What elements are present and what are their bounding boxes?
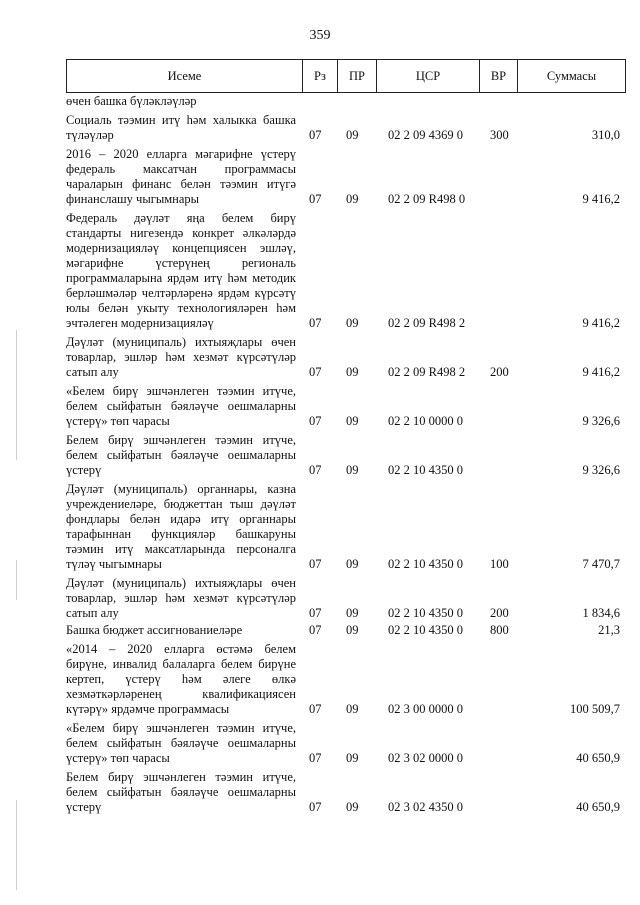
row-rz: 07: [309, 751, 322, 765]
row-csr: 02 2 10 4350 0: [388, 623, 463, 637]
row-name: Дәүләт (муниципаль) органнары, казна учреждениеләре, бюджеттан тыш дәүләт фондлары белән идарә итү органнары тарафыннан функцияләр башкаруны тәэмин итү максатларында персоналга түләү чыгымнары: [66, 482, 296, 571]
table-row: [66, 211, 626, 331]
row-csr: 02 2 10 4350 0: [388, 557, 463, 571]
row-vr: 300: [490, 128, 509, 142]
row-name: Белем бирү эшчәнлеген тәэмин итүче, белем сыйфатын бәяләүче оешмаларны үстерү: [66, 770, 296, 814]
row-pr: 09: [346, 702, 359, 716]
scan-artifact: [16, 330, 17, 460]
row-sum: 1 834,6: [582, 606, 620, 620]
row-sum: 9 416,2: [582, 316, 620, 330]
row-pr: 09: [346, 316, 359, 330]
row-pr: 09: [346, 623, 359, 637]
row-sum: 40 650,9: [576, 800, 620, 814]
table-row: [66, 482, 626, 572]
row-rz: 07: [309, 623, 322, 637]
table-row: [66, 433, 626, 478]
row-vr: 200: [490, 606, 509, 620]
row-csr: 02 2 10 0000 0: [388, 414, 463, 428]
row-pr: 09: [346, 751, 359, 765]
row-rz: 07: [309, 800, 322, 814]
table-row: [66, 770, 626, 815]
scan-artifact: [16, 560, 17, 600]
row-rz: 07: [309, 702, 322, 716]
row-vr: 200: [490, 365, 509, 379]
row-vr: 100: [490, 557, 509, 571]
row-name: Федераль дәүләт яңа белем бирү стандарты нигезендә конкрет әлкәләрдә модернизацияләү концепциясен эшләү, мәгарифне үстерүнең региональ программаларына ярдәм итү һәм методик берләшмәләр челтәрләренә ярдәм күрсәтү юлы белән укыту технологияләрен һәм эчтәлеген модернизацияләү: [66, 211, 296, 330]
row-rz: 07: [309, 463, 322, 477]
row-csr: 02 3 02 4350 0: [388, 800, 463, 814]
row-rz: 07: [309, 192, 322, 206]
row-csr: 02 2 09 R498 2: [388, 316, 466, 330]
row-rz: 07: [309, 316, 322, 330]
row-name: өчен башка бүләкләүләр: [66, 94, 197, 108]
table-row: [66, 576, 626, 621]
table-row: [66, 94, 626, 109]
row-name: «Белем бирү эшчәнлеген тәэмин итүче, белем сыйфатын бәяләүче оешмаларны үстерү» төп чарасы: [66, 384, 296, 428]
row-csr: 02 2 09 R498 0: [388, 192, 466, 206]
row-sum: 9 326,6: [582, 463, 620, 477]
row-pr: 09: [346, 463, 359, 477]
table-row: [66, 721, 626, 766]
table-header: [66, 59, 626, 93]
row-rz: 07: [309, 128, 322, 142]
row-rz: 07: [309, 365, 322, 379]
row-sum: 9 416,2: [582, 365, 620, 379]
scan-artifact: [16, 800, 17, 890]
row-pr: 09: [346, 192, 359, 206]
row-csr: 02 2 09 R498 2: [388, 365, 466, 379]
row-sum: 21,3: [598, 623, 620, 637]
row-csr: 02 2 10 4350 0: [388, 463, 463, 477]
header-sum: Суммасы: [546, 68, 597, 83]
row-pr: 09: [346, 128, 359, 142]
header-name: Исеме: [67, 60, 303, 92]
table-row: [66, 335, 626, 380]
row-rz: 07: [309, 606, 322, 620]
row-pr: 09: [346, 606, 359, 620]
row-sum: 7 470,7: [582, 557, 620, 571]
table-row: [66, 623, 626, 638]
row-name: «2014 – 2020 елларга өстәмә белем бирүне, инвалид балаларга белем бирүне кертеп, үстерү һәм әлеге өлкә хезмәткәрләренең квалификациясен күтәрү» ярдәмче программасы: [66, 642, 296, 716]
row-sum: 9 416,2: [582, 192, 620, 206]
row-sum: 100 509,7: [570, 702, 620, 716]
row-sum: 310,0: [591, 128, 620, 142]
page-number: 359: [309, 28, 331, 43]
table-row: [66, 642, 626, 717]
header-csr: ЦСР: [377, 60, 480, 92]
row-csr: 02 3 00 0000 0: [388, 702, 463, 716]
row-name: Социаль тәэмин итү һәм халыкка башка түләүләр: [66, 113, 296, 142]
table-body: [66, 94, 626, 815]
row-sum: 40 650,9: [576, 751, 620, 765]
row-csr: 02 3 02 0000 0: [388, 751, 463, 765]
row-name: 2016 – 2020 елларга мәгарифне үстерү федераль максатчан программасы чараларын финанс белән тәэмин итүгә финанслашу чыгымнары: [66, 147, 296, 206]
row-name: Башка бюджет ассигнованиеләре: [66, 623, 243, 637]
row-vr: 800: [490, 623, 509, 637]
row-name: «Белем бирү эшчәнлеген тәэмин итүче, белем сыйфатын бәяләүче оешмаларны үстерү» төп чарасы: [66, 721, 296, 765]
header-rz: Рз: [303, 60, 338, 92]
row-name: Дәүләт (муниципаль) ихтыяҗлары өчен товарлар, эшләр һәм хезмәт күрсәтүләр сатып алу: [66, 576, 296, 620]
table-row: [66, 384, 626, 429]
header-pr: ПР: [338, 60, 377, 92]
row-pr: 09: [346, 414, 359, 428]
row-name: Белем бирү эшчәнлеген тәэмин итүче, белем сыйфатын бәяләүче оешмаларны үстерү: [66, 433, 296, 477]
row-sum: 9 326,6: [582, 414, 620, 428]
header-vr: ВР: [480, 60, 518, 92]
row-pr: 09: [346, 557, 359, 571]
row-name: Дәүләт (муниципаль) ихтыяҗлары өчен товарлар, эшләр һәм хезмәт күрсәтүләр сатып алу: [66, 335, 296, 379]
table-row: [66, 113, 626, 143]
row-rz: 07: [309, 557, 322, 571]
row-pr: 09: [346, 800, 359, 814]
row-csr: 02 2 09 4369 0: [388, 128, 463, 142]
row-rz: 07: [309, 414, 322, 428]
row-csr: 02 2 10 4350 0: [388, 606, 463, 620]
table-row: [66, 147, 626, 207]
row-pr: 09: [346, 365, 359, 379]
